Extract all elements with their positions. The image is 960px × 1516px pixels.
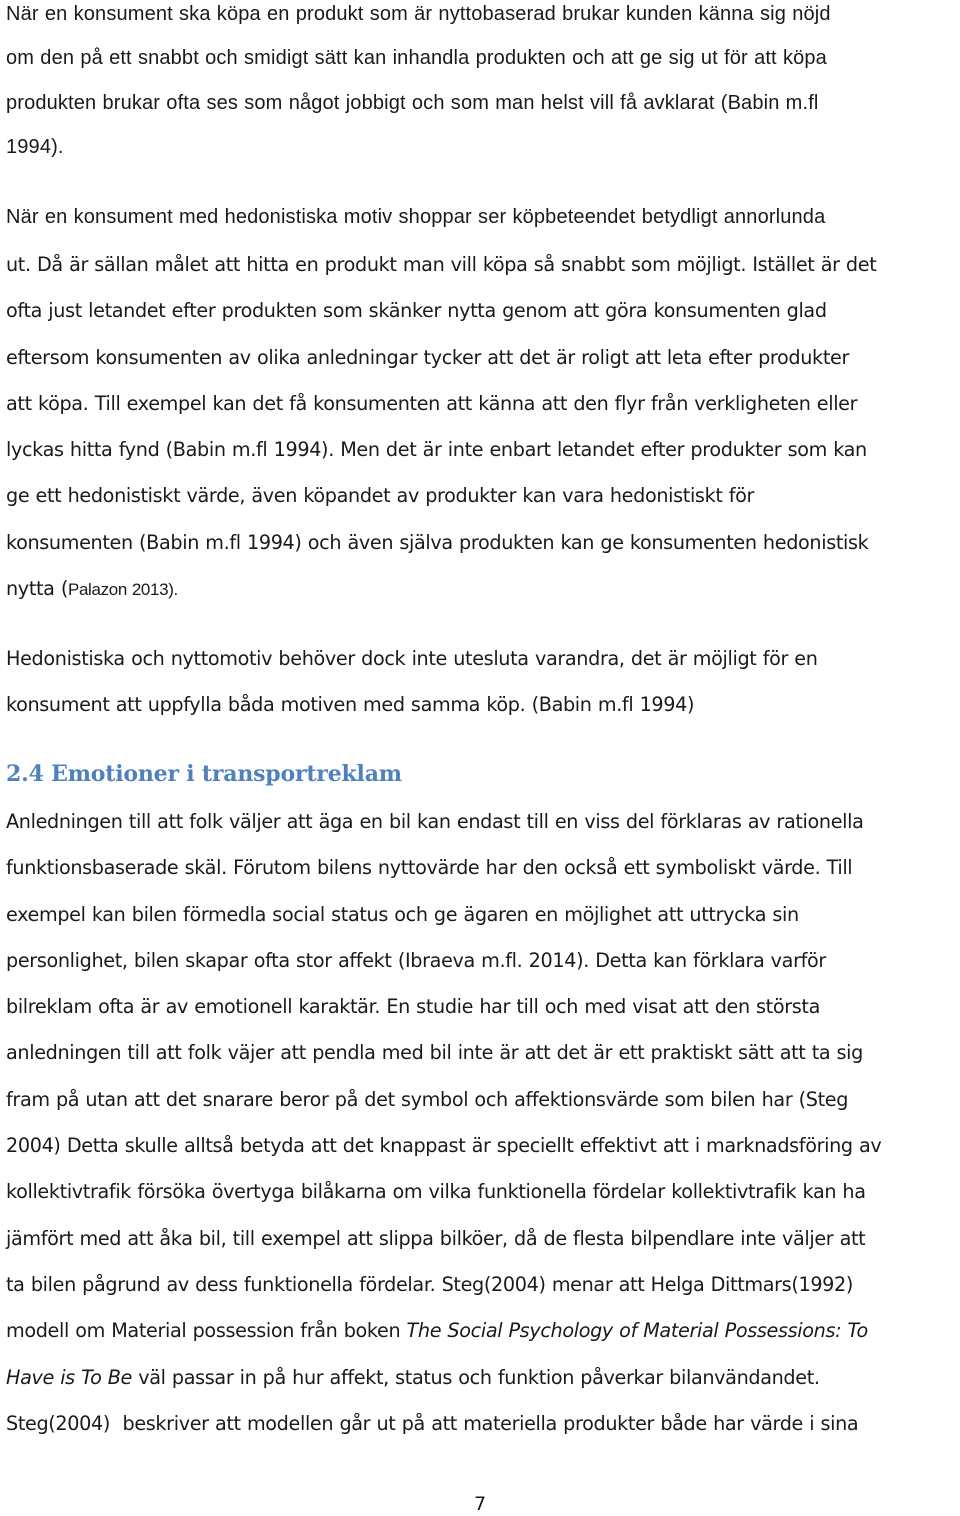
text-line: personlighet, bilen skapar ofta stor affekt (Ibraeva m.fl. 2014). Detta kan förklara varför bbox=[6, 948, 826, 972]
paragraph-hedonistic-cont bbox=[6, 242, 876, 613]
text-line: ge ett hedonistiskt värde, även köpandet av produkter kan vara hedonistiskt för bbox=[6, 484, 755, 508]
book-title: The Social Psychology of Material Possessions: To bbox=[406, 1319, 868, 1343]
text-line: produkten brukar ofta ses som något jobbigt och som man helst vill få avklarat (Babin m.fl bbox=[6, 91, 819, 114]
text-line: Hedonistiska och nyttomotiv behöver dock inte utesluta varandra, det är möjligt för en bbox=[6, 647, 818, 670]
text-line: 1994). bbox=[6, 135, 64, 158]
paragraph-combined-motives bbox=[6, 636, 818, 729]
text-line: konsumenten (Babin m.fl 1994) och även själva produkten kan ge konsumenten hedonistisk bbox=[6, 530, 869, 554]
paragraph-transport-emotions bbox=[6, 799, 881, 1447]
text-line: konsument att uppfylla båda motiven med samma köp. (Babin m.fl 1994) bbox=[6, 693, 695, 717]
text-fragment: nytta ( bbox=[6, 577, 68, 601]
text-line: funktionsbaserade skäl. Förutom bilens nyttovärde har den också ett symboliskt värde. Till bbox=[6, 856, 853, 880]
text-line: att köpa. Till exempel kan det få konsumenten att känna att den flyr från verkligheten eller bbox=[6, 391, 858, 415]
section-heading: 2.4 Emotioner i transportreklam bbox=[6, 761, 402, 787]
text-line: 2004) Detta skulle alltså betyda att det knappast är speciellt effektivt att i marknadsföring av bbox=[6, 1134, 882, 1158]
paragraph-utilitarian bbox=[6, 0, 831, 169]
page-number: 7 bbox=[473, 1493, 487, 1515]
text-line: exempel kan bilen förmedla social status och ge ägaren en möjlighet att uttrycka sin bbox=[6, 902, 799, 926]
text-line: lyckas hitta fynd (Babin m.fl 1994). Men det är inte enbart letandet efter produkter som kan bbox=[6, 438, 867, 462]
text-line: ut. Då är sällan målet att hitta en produkt man vill köpa så snabbt som möjligt. Istället är det bbox=[6, 253, 877, 276]
text-line bbox=[6, 1355, 881, 1401]
text-line: anledningen till att folk väjer att pendla med bil inte är att det är ett praktiskt sätt att ta sig bbox=[6, 1041, 863, 1065]
text-line: bilreklam ofta är av emotionell karaktär. En studie har till och med visat att den största bbox=[6, 995, 821, 1019]
text-line: Anledningen till att folk väljer att äga en bil kan endast till en viss del förklaras av rationella bbox=[6, 810, 864, 833]
text-fragment: modell om Material possession från boken bbox=[6, 1319, 407, 1343]
paragraph-hedonistic bbox=[6, 194, 825, 240]
text-line bbox=[6, 566, 876, 613]
citation: Palazon 2013). bbox=[67, 580, 178, 600]
text-line: jämfört med att åka bil, till exempel att slippa bilköer, då de flesta bilpendlare inte väljer att bbox=[6, 1226, 866, 1250]
text-line: kollektivtrafik försöka övertyga bilåkarna om vilka funktionella fördelar kollektivtrafik kan ha bbox=[6, 1180, 866, 1204]
text-line: om den på ett snabbt och smidigt sätt kan inhandla produkten och att ge sig ut för att köpa bbox=[6, 47, 827, 70]
text-line: ofta just letandet efter produkten som skänker nytta genom att göra konsumenten glad bbox=[6, 299, 827, 323]
text-line: När en konsument ska köpa en produkt som är nyttobaserad brukar kunden känna sig nöjd bbox=[6, 3, 831, 25]
text-line: När en konsument med hedonistiska motiv shoppar ser köpbeteendet betydligt annorlunda bbox=[6, 206, 826, 228]
text-line: Steg(2004) beskriver att modellen går ut på att materiella produkter både har värde i sina bbox=[6, 1411, 859, 1435]
text-line: ta bilen pågrund av dess funktionella fördelar. Steg(2004) menar att Helga Dittmars(1992) bbox=[6, 1272, 854, 1296]
text-line: fram på utan att det snarare beror på det symbol och affektionsvärde som bilen har (Steg bbox=[6, 1087, 849, 1111]
text-fragment: väl passar in på hur affekt, status och funktion påverkar bilanvändandet. bbox=[131, 1365, 820, 1389]
text-line bbox=[6, 1308, 881, 1354]
text-line: eftersom konsumenten av olika anledningar tycker att det är roligt att leta efter produkter bbox=[6, 345, 849, 369]
book-title-cont: Have is To Be bbox=[6, 1365, 132, 1389]
